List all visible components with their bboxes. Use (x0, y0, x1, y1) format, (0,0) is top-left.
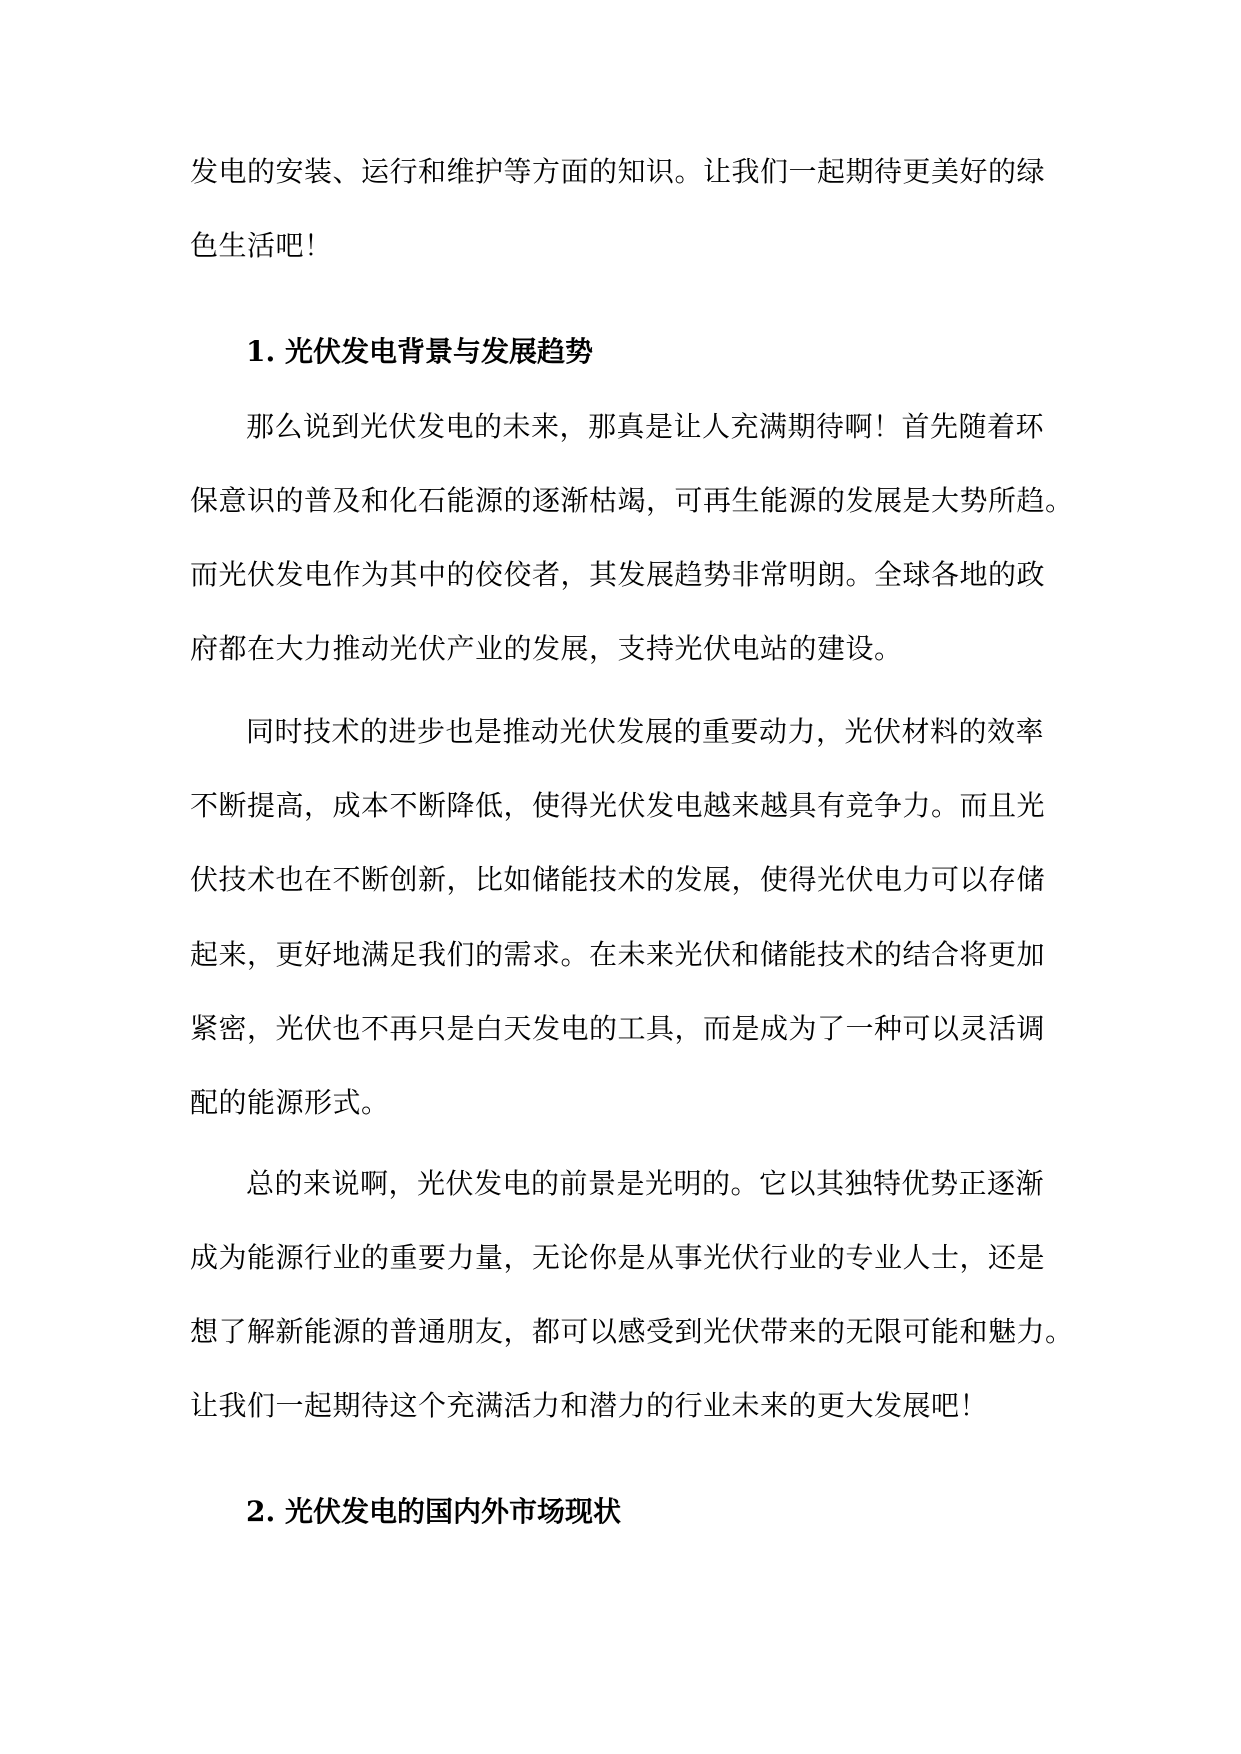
s1-p1-line-3: 而光伏发电作为其中的佼佼者，其发展趋势非常明朗。全球各地的政 (190, 558, 1046, 591)
s1-p2-line-1: 同时技术的进步也是推动光伏发展的重要动力，光伏材料的效率 (246, 715, 1045, 748)
intro-line-1: 发电的安装、运行和维护等方面的知识。让我们一起期待更美好的绿 (190, 155, 1046, 188)
s1-p2-line-4: 起来，更好地满足我们的需求。在未来光伏和储能技术的结合将更加 (190, 938, 1046, 971)
s1-p2-line-2: 不断提高，成本不断降低，使得光伏发电越来越具有竞争力。而且光 (190, 789, 1046, 822)
s1-p3-line-2: 成为能源行业的重要力量，无论你是从事光伏行业的专业人士，还是 (190, 1241, 1046, 1274)
s1-p2-line-6: 配的能源形式。 (190, 1086, 390, 1119)
s1-p3-line-4: 让我们一起期待这个充满活力和潜力的行业未来的更大发展吧！ (190, 1389, 989, 1422)
s1-p1-line-2: 保意识的普及和化石能源的逐渐枯竭，可再生能源的发展是大势所趋。 (190, 484, 1074, 517)
intro-line-2: 色生活吧！ (190, 229, 333, 262)
s1-p2-line-3: 伏技术也在不断创新，比如储能技术的发展，使得光伏电力可以存储 (190, 863, 1046, 896)
s1-p2-line-5: 紧密，光伏也不再只是白天发电的工具，而是成为了一种可以灵活调 (190, 1012, 1046, 1045)
s1-p3-line-1: 总的来说啊，光伏发电的前景是光明的。它以其独特优势正逐渐 (246, 1167, 1045, 1200)
s1-p3-line-3: 想了解新能源的普通朋友，都可以感受到光伏带来的无限可能和魅力。 (190, 1315, 1074, 1348)
s1-p1-line-1: 那么说到光伏发电的未来，那真是让人充满期待啊！首先随着环 (246, 410, 1045, 443)
section-1-heading: 1. 光伏发电背景与发展趋势 (246, 335, 593, 368)
section-2-heading: 2. 光伏发电的国内外市场现状 (246, 1495, 621, 1528)
s1-p1-line-4: 府都在大力推动光伏产业的发展，支持光伏电站的建设。 (190, 632, 903, 665)
